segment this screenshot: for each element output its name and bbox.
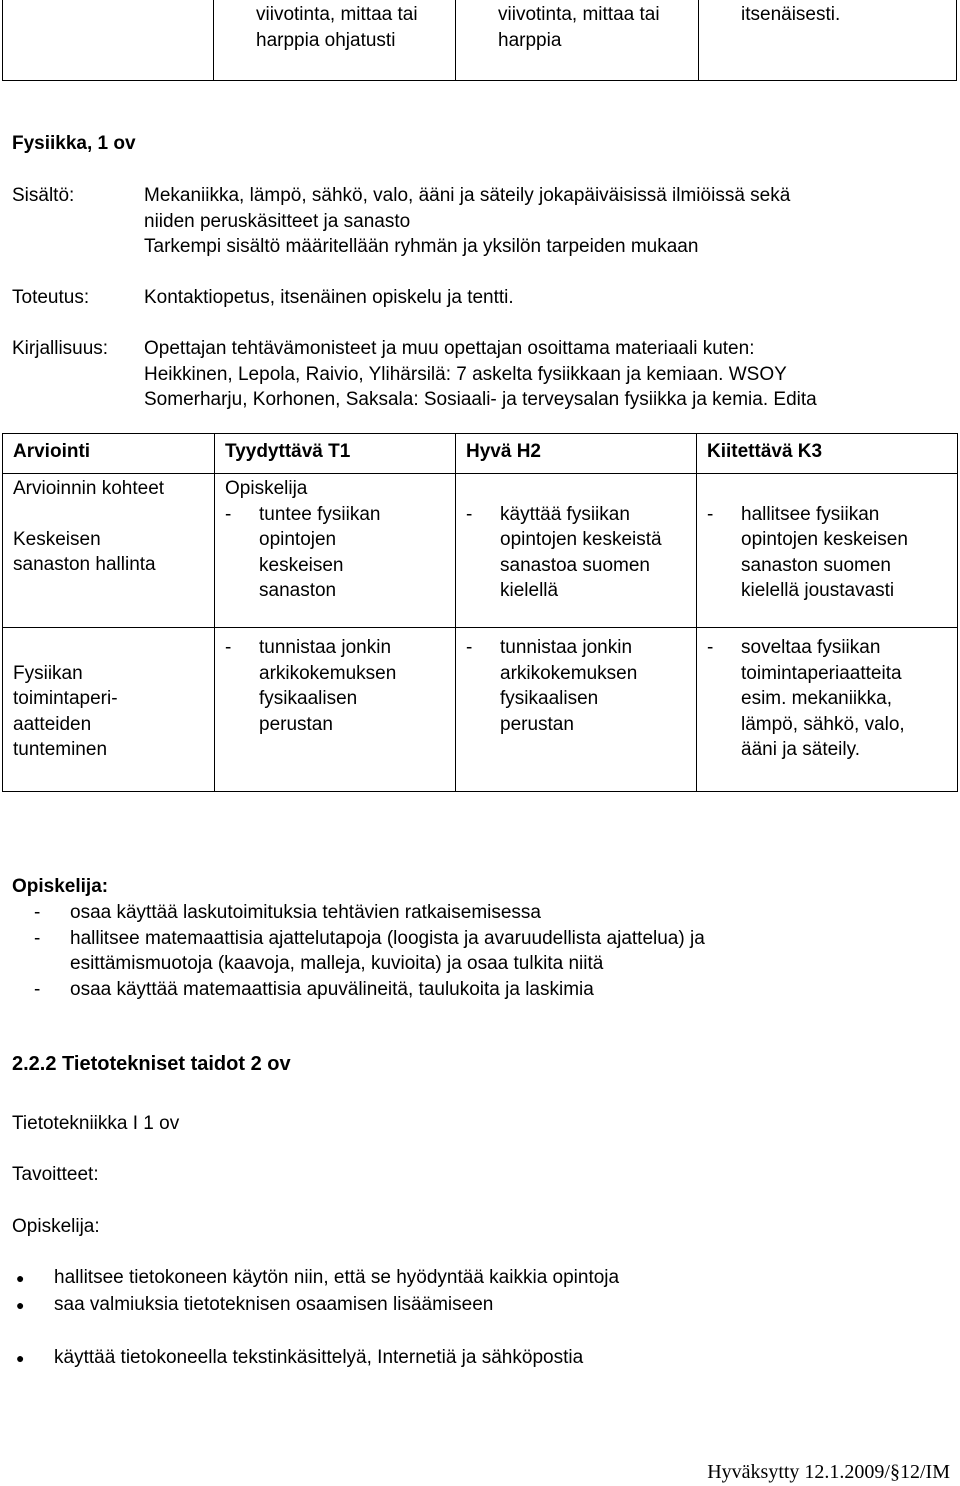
row2-t1-line: tunnistaa jonkin [259,637,392,658]
top-cell-2-line: harppia ohjatusti [256,29,396,51]
row2-t1-line: perustan [259,713,333,735]
row2-t1 [215,628,456,792]
list-item [14,977,705,1003]
row2-h2-line: arkikokemuksen [500,662,638,684]
row1-t1-line: sanaston [259,580,337,601]
row2-k3-line: ääni ja säteily. [741,739,860,760]
list-item [466,635,696,737]
row1-h2 [456,474,697,628]
top-cell-2 [214,0,456,81]
row2-k3-line: esim. mekaniikka, [741,688,892,709]
header-arviointi: Arviointi [3,434,215,474]
it-goals-list [0,1265,619,1372]
student-item-line: esittämismuotoja (kaavoja, malleja, kuvioita) ja osaa tulkita niitä [70,953,604,974]
bullet-icon: ● [16,1270,25,1286]
row1-label-line: sanaston hallinta [13,554,156,575]
row2-t1-line: arkikokemuksen [259,662,397,684]
footer-approval: Hyväksytty 12.1.2009/§12/IM [707,1461,950,1483]
row2-h2 [456,628,697,792]
bullet-icon: ● [16,1296,25,1313]
student-item-line: osaa käyttää matemaattisia apuvälineitä, taulukoita ja laskimia [70,978,594,1000]
row1-label [3,474,215,628]
top-cell-3-line: viivotinta, mittaa tai [498,4,660,25]
row1-t1-line: tuntee fysiikan [259,503,381,525]
literature-line: Heikkinen, Lepola, Raivio, Ylihärsilä: 7 askelta fysiikkaan ja kemiaan. WSOY [144,363,787,385]
top-cell-1 [3,0,214,81]
list-item [707,635,957,763]
row1-h2-line: käyttää fysiikan [500,503,630,525]
dash-marker: - [707,503,714,525]
row1-label-top: Arvioinnin kohteet [13,478,165,499]
goals-label: Tavoitteet: [12,1164,99,1185]
header-k3: Kiitettävä K3 [697,434,958,474]
implementation-text: Kontaktiopetus, itsenäinen opiskelu ja tentti. [144,287,514,308]
list-item [14,900,705,926]
list-item [225,635,455,737]
top-cell-4 [699,0,957,81]
content-label: Sisältö: [12,185,75,206]
list-item [0,1345,619,1372]
student-item-line: osaa käyttää laskutoimituksia tehtävien ratkaisemisessa [70,902,542,923]
dash-marker: - [466,637,473,658]
header-t1: Tyydyttävä T1 [215,434,456,474]
row1-t1-line: opintojen [259,529,337,550]
row2-h2-line: fysikaalisen [500,688,599,709]
content-text [144,183,790,260]
literature-text [144,336,817,413]
student-item-line: hallitsee matemaattisia ajattelutapoja (loogista ja avaruudellista ajattelua) ja [70,927,705,949]
row1-k3-line: sanaston suomen [741,554,891,576]
it-course-title: Tietotekniikka I 1 ov [12,1113,180,1134]
row1-t1-line: keskeisen [259,554,344,576]
row1-k3-line: hallitsee fysiikan [741,503,880,525]
row1-h2-line: kielellä [500,580,559,601]
content-line: Mekaniikka, lämpö, sähkö, valo, ääni ja säteily jokapäiväisissä ilmiöissä sekä [144,185,791,206]
bullet-text: käyttää tietokoneella tekstinkäsittelyä, Internetiä ja sähköpostia [54,1347,584,1368]
content-line: Tarkempi sisältö määritellään ryhmän ja yksilön tarpeiden mukaan [144,236,699,257]
row2-k3-line: soveltaa fysiikan [741,637,881,658]
top-cell-4-line: itsenäisesti. [741,4,841,25]
dash-marker: - [225,637,232,658]
student-list [14,900,705,1002]
row2-h2-line: perustan [500,713,574,735]
dash-marker: - [707,637,714,658]
list-item [707,502,957,604]
list-item [225,502,455,604]
it-student-label: Opiskelija: [12,1216,100,1237]
literature-line: Opettajan tehtävämonisteet ja muu opettajan osoittama materiaali kuten: [144,338,755,359]
row2-k3-line: lämpö, sähkö, valo, [741,713,905,735]
bullet-text: saa valmiuksia tietoteknisen osaamisen lisäämiseen [54,1293,494,1315]
row2-k3 [697,628,958,792]
row1-h2-line: opintojen keskeistä [500,529,662,550]
literature-label: Kirjallisuus: [12,338,109,359]
row2-label [3,628,215,792]
course-title: Fysiikka, 1 ov [12,133,136,154]
row2-label-line: aatteiden [13,713,92,735]
dash-marker: - [225,503,232,525]
student-heading: Opiskelija: [12,876,109,897]
implementation-label: Toteutus: [12,287,90,308]
dash-marker: - [34,902,41,923]
row1-k3-line: opintojen keskeisen [741,529,908,550]
row1-k3-line: kielellä joustavasti [741,580,895,601]
top-cell-3 [456,0,699,81]
dash-marker: - [466,503,473,525]
row2-label-line: Fysiikan [13,662,83,684]
dash-marker: - [34,978,41,1000]
bullet-text: hallitsee tietokoneen käytön niin, että se hyödyntää kaikkia opintoja [54,1267,620,1288]
list-item [466,502,696,604]
assessment-table [2,433,958,792]
row2-k3-line: toimintaperiaatteita [741,662,902,684]
row1-h2-line: sanastoa suomen [500,554,650,576]
list-item [0,1292,619,1319]
top-cell-3-line: harppia [498,29,562,51]
section-heading: 2.2.2 Tietotekniset taidot 2 ov [12,1053,291,1075]
list-item [14,926,705,977]
literature-line: Somerharju, Korhonen, Saksala: Sosiaali- ja terveysalan fysiikka ja kemia. Edita [144,389,817,410]
row1-t1-top: Opiskelija [225,478,308,499]
row2-label-line: toimintaperi- [13,688,118,709]
row1-label-line: Keskeisen [13,528,101,550]
dash-marker: - [34,927,41,949]
row2-h2-line: tunnistaa jonkin [500,637,633,658]
top-table-fragment [2,0,957,81]
bullet-icon: ● [16,1350,25,1366]
list-item [0,1265,619,1292]
row2-t1-line: fysikaalisen [259,688,358,709]
row1-t1 [215,474,456,628]
content-line: niiden peruskäsitteet ja sanasto [144,210,411,232]
row2-label-line: tunteminen [13,739,108,760]
header-h2: Hyvä H2 [456,434,697,474]
row1-k3 [697,474,958,628]
top-cell-2-line: viivotinta, mittaa tai [256,4,418,25]
